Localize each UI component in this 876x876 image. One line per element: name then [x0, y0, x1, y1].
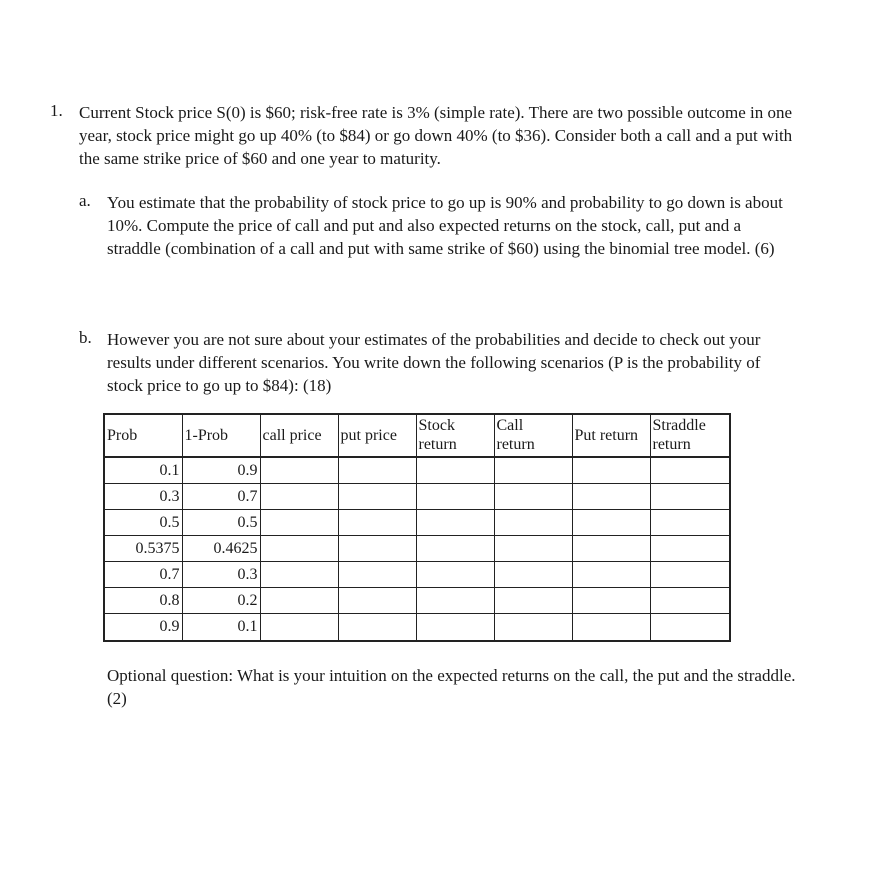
cell-call-return [494, 614, 572, 642]
cell-call-return [494, 536, 572, 562]
header-call-return: Call return [494, 414, 572, 457]
cell-stock-return [416, 562, 494, 588]
cell-call-return [494, 457, 572, 484]
cell-one-minus-prob: 0.4625 [182, 536, 260, 562]
header-straddle-return: Straddle return [650, 414, 730, 457]
cell-stock-return [416, 588, 494, 614]
cell-one-minus-prob: 0.2 [182, 588, 260, 614]
cell-straddle-return [650, 588, 730, 614]
cell-put-price [338, 562, 416, 588]
cell-call-return [494, 484, 572, 510]
cell-call-return [494, 510, 572, 536]
cell-prob: 0.1 [104, 457, 182, 484]
question-text: Current Stock price S(0) is $60; risk-free rate is 3% (simple rate). There are two possible outcome in one year, stock price might go up 40% (to $84) or go down 40% (to $36). Consider both a call and a put with the same strike price of $60 and one year to maturity. [79, 103, 793, 168]
part-a-label: a. [79, 191, 91, 210]
cell-call-return [494, 588, 572, 614]
header-put-return: Put return [572, 414, 650, 457]
cell-put-price [338, 536, 416, 562]
cell-prob: 0.8 [104, 588, 182, 614]
cell-put-return [572, 510, 650, 536]
cell-put-return [572, 588, 650, 614]
cell-call-price [260, 562, 338, 588]
cell-straddle-return [650, 457, 730, 484]
cell-put-return [572, 536, 650, 562]
header-stock-return: Stock return [416, 414, 494, 457]
cell-put-return [572, 614, 650, 642]
cell-call-price [260, 457, 338, 484]
cell-call-price [260, 614, 338, 642]
cell-put-price [338, 588, 416, 614]
cell-stock-return [416, 457, 494, 484]
cell-straddle-return [650, 484, 730, 510]
cell-prob: 0.5 [104, 510, 182, 536]
table-row [104, 562, 730, 588]
table-row [104, 614, 730, 642]
question-number: 1. [50, 101, 63, 120]
cell-put-price [338, 510, 416, 536]
cell-call-price [260, 510, 338, 536]
cell-stock-return [416, 614, 494, 642]
cell-call-price [260, 484, 338, 510]
cell-one-minus-prob: 0.5 [182, 510, 260, 536]
part-b-label: b. [79, 328, 92, 347]
cell-prob: 0.5375 [104, 536, 182, 562]
cell-one-minus-prob: 0.3 [182, 562, 260, 588]
table-row [104, 536, 730, 562]
cell-stock-return [416, 536, 494, 562]
cell-call-price [260, 588, 338, 614]
cell-call-price [260, 536, 338, 562]
cell-prob: 0.7 [104, 562, 182, 588]
cell-one-minus-prob: 0.1 [182, 614, 260, 642]
cell-straddle-return [650, 510, 730, 536]
cell-straddle-return [650, 614, 730, 642]
header-call-price: call price [260, 414, 338, 457]
cell-put-return [572, 562, 650, 588]
cell-stock-return [416, 484, 494, 510]
cell-put-price [338, 484, 416, 510]
cell-put-return [572, 484, 650, 510]
table-row [104, 510, 730, 536]
table-body [104, 457, 730, 641]
cell-put-return [572, 457, 650, 484]
table-header-row [104, 414, 730, 457]
cell-call-return [494, 562, 572, 588]
part-a-text: You estimate that the probability of stock price to go up is 90% and probability to go down is about 10%. Compute the price of call and put and also expected returns on the stock, call, put and a straddle (combination of a call and put with same strike of $60) using the binomial tree model. (6) [107, 193, 783, 258]
cell-one-minus-prob: 0.9 [182, 457, 260, 484]
optional-question: Optional question: What is your intuition on the expected returns on the call, the put and the straddle. (2) [107, 666, 796, 708]
cell-one-minus-prob: 0.7 [182, 484, 260, 510]
cell-straddle-return [650, 562, 730, 588]
table-row [104, 484, 730, 510]
header-prob: Prob [104, 414, 182, 457]
cell-put-price [338, 614, 416, 642]
cell-prob: 0.3 [104, 484, 182, 510]
header-put-price: put price [338, 414, 416, 457]
table-row [104, 457, 730, 484]
cell-straddle-return [650, 536, 730, 562]
table-row [104, 588, 730, 614]
cell-prob: 0.9 [104, 614, 182, 642]
cell-stock-return [416, 510, 494, 536]
scenario-table [103, 413, 731, 642]
cell-put-price [338, 457, 416, 484]
header-one-minus-prob: 1-Prob [182, 414, 260, 457]
part-b-text: However you are not sure about your estimates of the probabilities and decide to check out your results under different scenarios. You write down the following scenarios (P is the probability of stock price to go up to $84): (18) [107, 330, 761, 395]
